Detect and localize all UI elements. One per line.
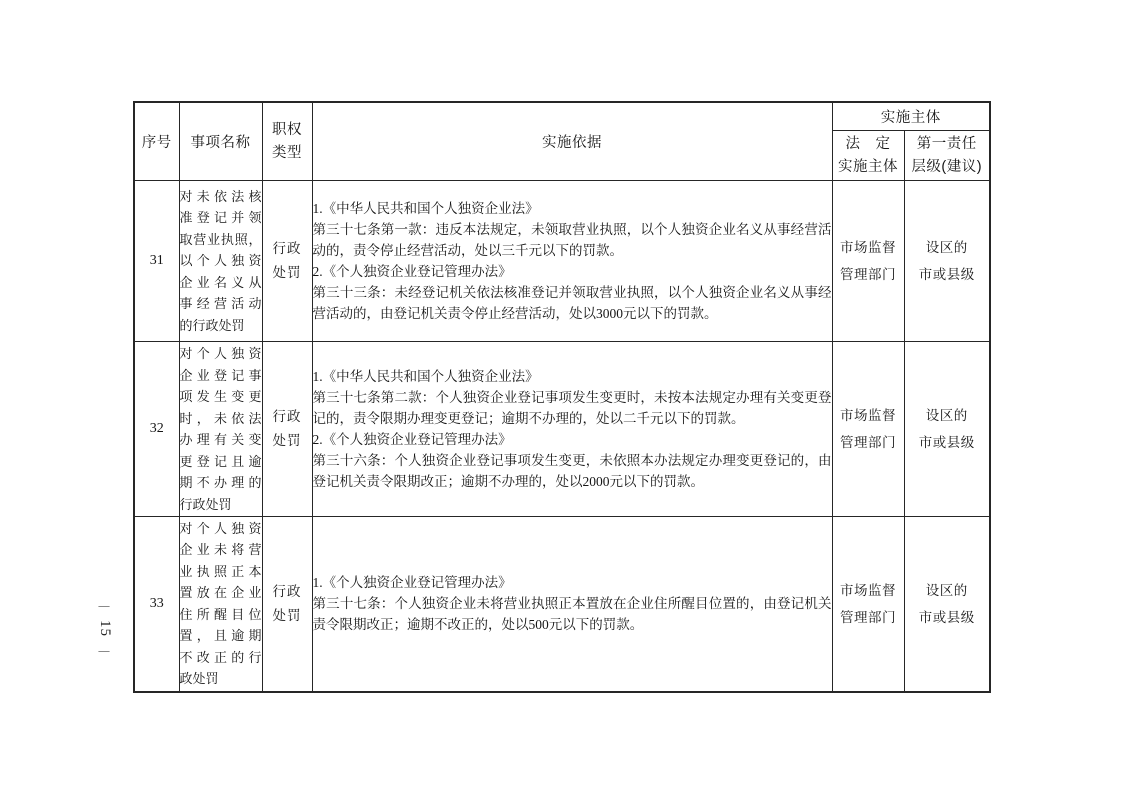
basis-law-text: 第三十六条：个人独资企业登记事项发生变更，未依照本办法规定办理变更登记的，由登记机关责令限期改正；逾期不办理的，处以2000元以下的罚款。 (312, 453, 832, 489)
page-number-dash-bottom: — (98, 645, 110, 657)
responsibility-level: 设区的 市或县级 (904, 181, 990, 342)
col-header-legal-subject-line2: 实施主体 (838, 158, 898, 175)
col-header-legal-subject (832, 131, 904, 181)
col-header-serial: 序号 (134, 102, 179, 181)
col-header-legal-subject-line1: 法 定 (845, 135, 891, 152)
col-header-power-type-line2: 类型 (272, 144, 302, 161)
implementation-basis (312, 342, 832, 517)
serial-number: 31 (134, 181, 179, 342)
col-header-responsibility-line1: 第一责任 (916, 135, 977, 152)
item-name: 对个人独资 企业未将营 业执照正本 置放在企业 住所醒目位 置，且逾期 不改正的行 政处罚 (179, 517, 262, 692)
basis-law-ref: 1.《个人独资企业登记管理办法》 (312, 575, 512, 591)
legal-subject: 市场监督 管理部门 (832, 181, 904, 342)
serial-number: 32 (134, 342, 179, 517)
responsibility-level: 设区的 市或县级 (904, 342, 990, 517)
serial-number: 33 (134, 517, 179, 692)
col-header-power-type (262, 102, 312, 181)
legal-subject: 市场监督 管理部门 (832, 342, 904, 517)
table-row-31 (134, 181, 990, 342)
basis-law-text: 第三十三条：未经登记机关依法核准登记并领取营业执照，以个人独资企业名义从事经营活动的，由登记机关责令停止经营活动，处以3000元以下的罚款。 (312, 285, 832, 321)
col-header-power-type-line1: 职权 (272, 121, 302, 138)
basis-law-ref: 2.《个人独资企业登记管理办法》 (312, 432, 512, 447)
administrative-powers-table (133, 101, 991, 693)
basis-law-text: 第三十七条第一款：违反本法规定，未领取营业执照，以个人独资企业名义从事经营活动的，责令停止经营活动，处以三千元以下的罚款。 (312, 222, 832, 258)
basis-law-text: 第三十七条第二款：个人独资企业登记事项发生变更时，未按本法规定办理有关变更登记的，责令限期办理变更登记；逾期不办理的，处以二千元以下的罚款。 (312, 390, 832, 426)
col-header-basis: 实施依据 (312, 102, 832, 181)
page-number (93, 601, 115, 656)
item-name: 对个人独资 企业登记事 项发生变更 时，未依法 办理有关变 更登记且逾 期不办理的 行政处罚 (179, 342, 262, 517)
basis-law-ref: 1.《中华人民共和国个人独资企业法》 (312, 369, 539, 384)
col-header-item-name: 事项名称 (179, 102, 262, 181)
basis-law-ref: 1.《中华人民共和国个人独资企业法》 (312, 201, 539, 216)
header-row-1 (134, 102, 990, 131)
col-header-responsibility (904, 131, 990, 181)
page-number-value: 15 (96, 620, 113, 637)
power-type: 行政 处罚 (262, 342, 312, 517)
basis-law-text: 第三十七条：个人独资企业未将营业执照正本置放在企业住所醒目位置的，由登记机关责令限期改正；逾期不改正的，处以500元以下的罚款。 (312, 596, 832, 633)
implementation-basis (312, 181, 832, 342)
col-header-responsibility-line2: 层级(建议) (911, 158, 983, 175)
table-row-32 (134, 342, 990, 517)
responsibility-level: 设区的 市或县级 (904, 517, 990, 692)
power-type: 行政 处罚 (262, 517, 312, 692)
power-type: 行政 处罚 (262, 181, 312, 342)
page-number-dash-top: — (98, 600, 110, 612)
basis-law-ref: 2.《个人独资企业登记管理办法》 (312, 264, 512, 279)
implementation-basis (312, 517, 832, 692)
table-row-33 (134, 517, 990, 692)
legal-subject: 市场监督 管理部门 (832, 517, 904, 692)
col-header-subject-group: 实施主体 (832, 102, 990, 131)
item-name: 对未依法核 准登记并领 取营业执照， 以个人独资 企业名义从 事经营活动 的行政处罚 (179, 181, 262, 342)
